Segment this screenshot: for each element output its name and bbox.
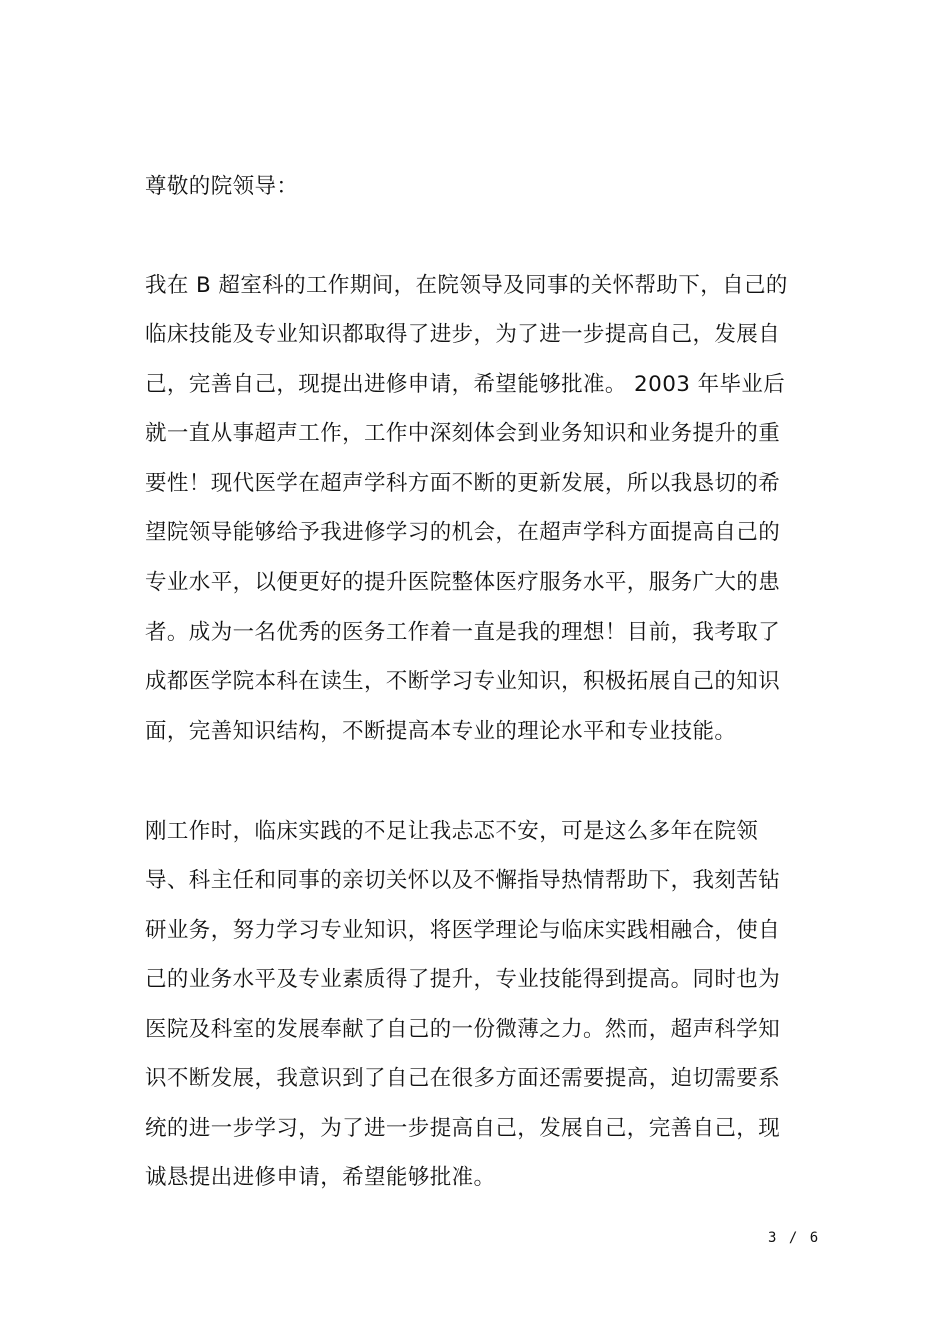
paragraph-1-line: 己，完善自己，现提出进修申请，希望能够批准。 2003 年毕业后 <box>145 372 786 397</box>
salutation: 尊敬的院领导： <box>145 174 299 199</box>
paragraph-2-line: 统的进一步学习，为了进一步提高自己，发展自己，完善自己，现 <box>145 1116 781 1141</box>
paragraph-2-line: 医院及科室的发展奉献了自己的一份微薄之力。然而，超声科学知 <box>145 1017 781 1042</box>
paragraph-1-line: 临床技能及专业知识都取得了进步，为了进一步提高自己，发展自 <box>145 322 781 347</box>
paragraph-1-line: 我在 B 超室科的工作期间，在院领导及同事的关怀帮助下，自己的 <box>145 273 788 298</box>
paragraph-2-line: 识不断发展，我意识到了自己在很多方面还需要提高，迫切需要系 <box>145 1066 781 1091</box>
paragraph-2-line: 诚恳提出进修申请，希望能够批准。 <box>145 1165 496 1190</box>
paragraph-1-line: 就一直从事超声工作，工作中深刻体会到业务知识和业务提升的重 <box>145 421 781 446</box>
paragraph-2-line: 己的业务水平及专业素质得了提升，专业技能得到提高。同时也为 <box>145 967 781 992</box>
paragraph-1-line: 望院领导能够给予我进修学习的机会，在超声学科方面提高自己的 <box>145 520 781 545</box>
page-number: 3 / 6 <box>768 1230 821 1246</box>
paragraph-2-line: 刚工作时，临床实践的不足让我忐忑不安，可是这么多年在院领 <box>145 819 759 844</box>
paragraph-1-line: 者。成为一名优秀的医务工作着一直是我的理想！目前，我考取了 <box>145 620 781 645</box>
paragraph-1-line: 专业水平，以便更好的提升医院整体医疗服务水平，服务广大的患 <box>145 570 781 595</box>
paragraph-1-line: 面，完善知识结构，不断提高本专业的理论水平和专业技能。 <box>145 719 737 744</box>
paragraph-1-line: 要性！现代医学在超声学科方面不断的更新发展，所以我恳切的希 <box>145 471 781 496</box>
paragraph-1-line: 成都医学院本科在读生，不断学习专业知识，积极拓展自己的知识 <box>145 669 781 694</box>
paragraph-2-line: 导、科主任和同事的亲切关怀以及不懈指导热情帮助下，我刻苦钻 <box>145 868 781 893</box>
paragraph-2-line: 研业务，努力学习专业知识，将医学理论与临床实践相融合，使自 <box>145 918 781 943</box>
